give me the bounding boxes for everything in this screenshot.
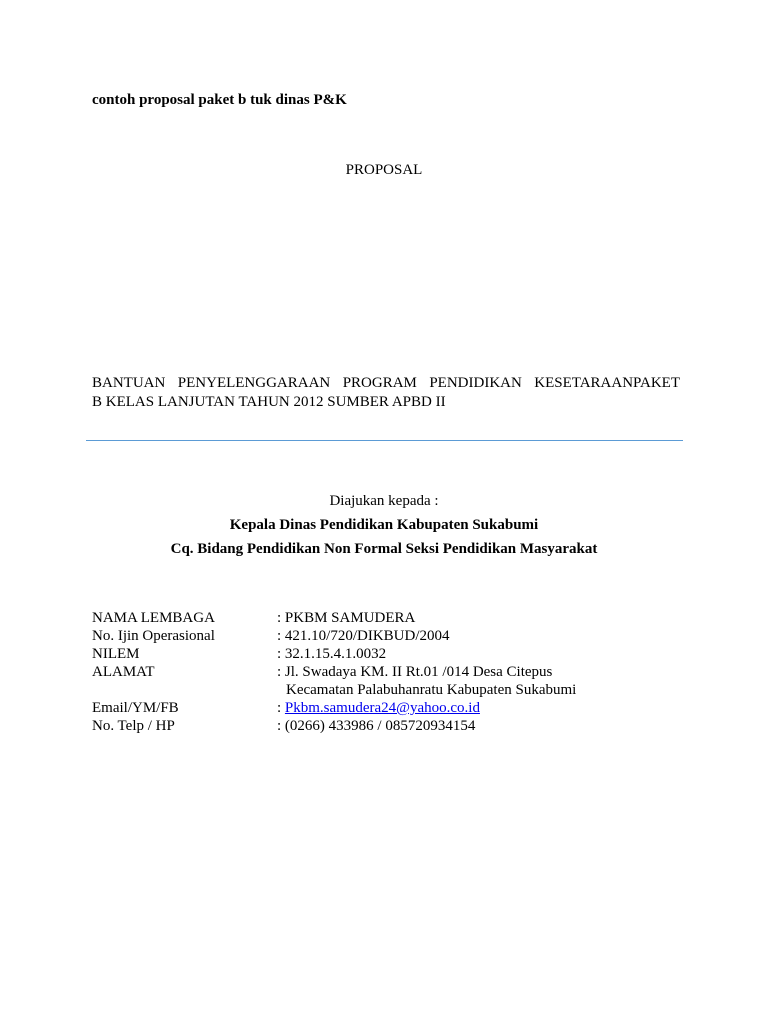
info-value: Kecamatan Palabuhanratu Kabupaten Sukabumi <box>286 682 577 698</box>
info-row-nilem <box>92 645 576 663</box>
email-prefix: : <box>277 700 285 716</box>
addressed-intro: Diajukan kepada : <box>329 493 439 509</box>
info-row-email <box>92 699 576 717</box>
info-row-name <box>92 609 576 627</box>
info-label: NILEM <box>92 646 140 662</box>
addressed-department: Cq. Bidang Pendidikan Non Formal Seksi Pendidikan Masyarakat <box>170 541 598 557</box>
info-value: : Jl. Swadaya KM. II Rt.01 /014 Desa Citepus <box>277 664 553 680</box>
info-label: ALAMAT <box>92 664 155 680</box>
info-row-phone <box>92 717 576 735</box>
proposal-heading: PROPOSAL <box>345 162 423 178</box>
subject-line-2: B KELAS LANJUTAN TAHUN 2012 SUMBER APBD II <box>92 394 446 410</box>
info-value: : 421.10/720/DIKBUD/2004 <box>277 628 450 644</box>
info-value <box>277 699 480 717</box>
info-value: : (0266) 433986 / 085720934154 <box>277 718 476 734</box>
email-link[interactable]: Pkbm.samudera24@yahoo.co.id <box>284 700 480 716</box>
info-label: Email/YM/FB <box>92 700 179 716</box>
info-label: No. Telp / HP <box>92 718 175 734</box>
institution-info <box>92 609 576 735</box>
info-value: : 32.1.15.4.1.0032 <box>277 646 387 662</box>
info-value: : PKBM SAMUDERA <box>277 610 416 626</box>
info-row-address <box>92 663 576 681</box>
info-label: No. Ijin Operasional <box>92 628 215 644</box>
addressed-recipient: Kepala Dinas Pendidikan Kabupaten Sukabumi <box>229 517 539 533</box>
subject-line-1: BANTUAN PENYELENGGARAAN PROGRAM PENDIDIKAN KESETARAANPAKET <box>92 375 680 391</box>
proposal-subject <box>92 374 680 412</box>
document-title: contoh proposal paket b tuk dinas P&K <box>92 92 347 108</box>
info-row-address-cont <box>92 681 576 699</box>
horizontal-divider <box>86 440 683 441</box>
info-label: NAMA LEMBAGA <box>92 610 215 626</box>
addressed-to-block <box>0 489 768 561</box>
info-row-license <box>92 627 576 645</box>
